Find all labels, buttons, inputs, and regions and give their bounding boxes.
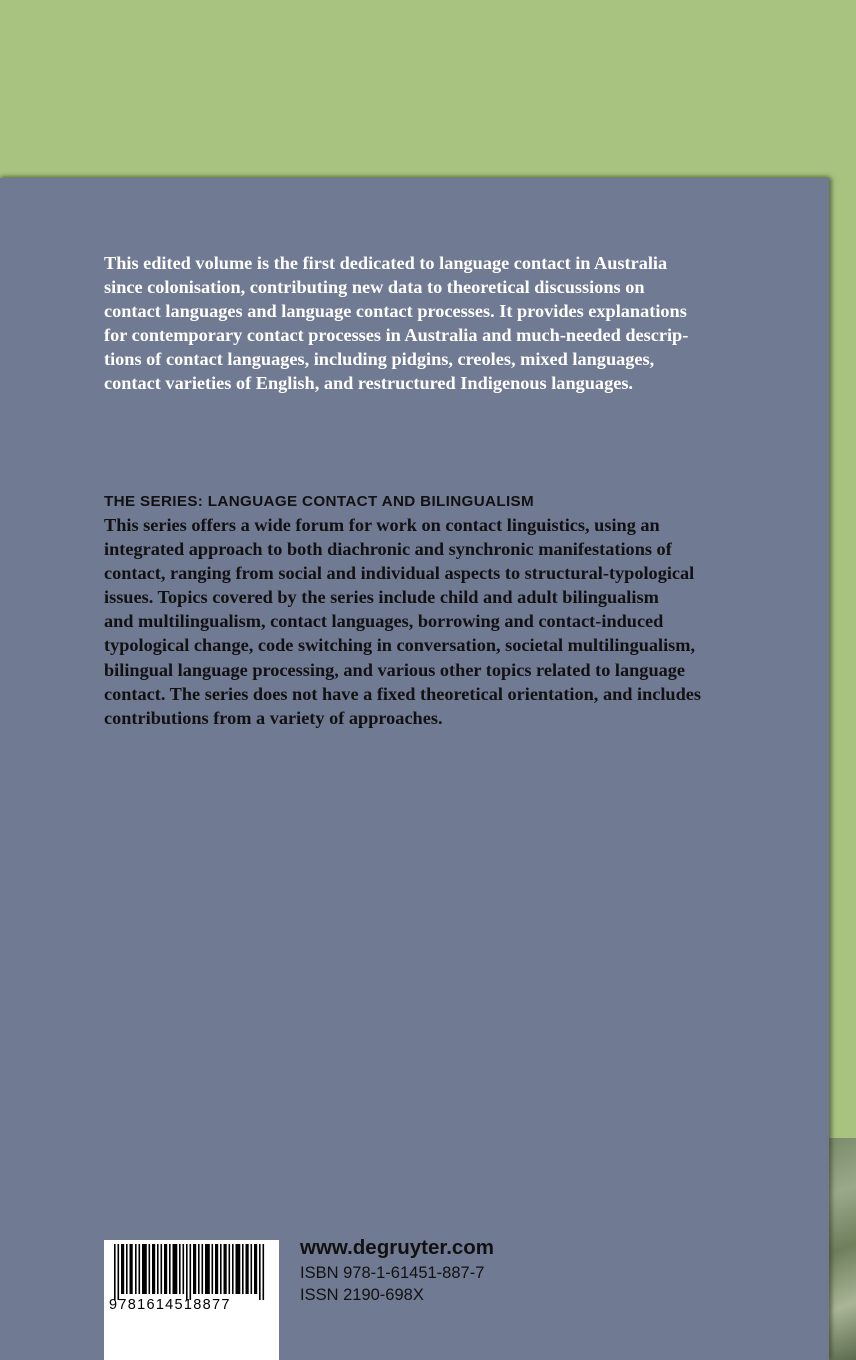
blurb-line: This edited volume is the first dedicated to language contact in Australia <box>104 253 668 273</box>
publisher-website: www.degruyter.com <box>300 1236 495 1259</box>
book-blurb <box>104 251 764 396</box>
series-line: bilingual language processing, and various other topics related to language <box>104 659 686 680</box>
isbn-number: ISBN 978-1-61451-887-7 <box>300 1264 485 1282</box>
blurb-line: since colonisation, contributing new data to theoretical discussions on <box>104 277 645 298</box>
series-line: integrated approach to both diachronic and synchronic manifestations of <box>104 539 672 560</box>
blurb-line: tions of contact languages, including pidgins, creoles, mixed languages, <box>104 349 655 370</box>
blurb-line: contact varieties of English, and restructured Indigenous languages. <box>104 373 634 394</box>
series-line: This series offers a wide forum for work on contact linguistics, using an <box>104 515 660 535</box>
series-heading: THE SERIES: LANGUAGE CONTACT AND BILINGUALISM <box>104 493 535 510</box>
cover-photo-edge <box>828 1138 856 1360</box>
series-line: contributions from a variety of approaches. <box>104 707 443 728</box>
series-line: and multilingualism, contact languages, borrowing and contact-induced <box>104 611 664 632</box>
series-description <box>104 513 784 730</box>
series-line: typological change, code switching in conversation, societal multilingualism, <box>104 635 696 656</box>
blurb-line: contact languages and language contact processes. It provides explanations <box>104 301 687 322</box>
isbn-barcode <box>104 1240 279 1360</box>
barcode-digits: 9781614518877 <box>109 1297 231 1313</box>
series-line: contact. The series does not have a fixed theoretical orientation, and includes <box>104 683 701 704</box>
series-line: contact, ranging from social and individual aspects to structural-typological <box>104 563 695 584</box>
series-line: issues. Topics covered by the series include child and adult bilingualism <box>104 587 659 608</box>
blurb-line: for contemporary contact processes in Australia and much-needed descrip- <box>104 325 689 346</box>
issn-number: ISSN 2190-698X <box>300 1286 424 1304</box>
